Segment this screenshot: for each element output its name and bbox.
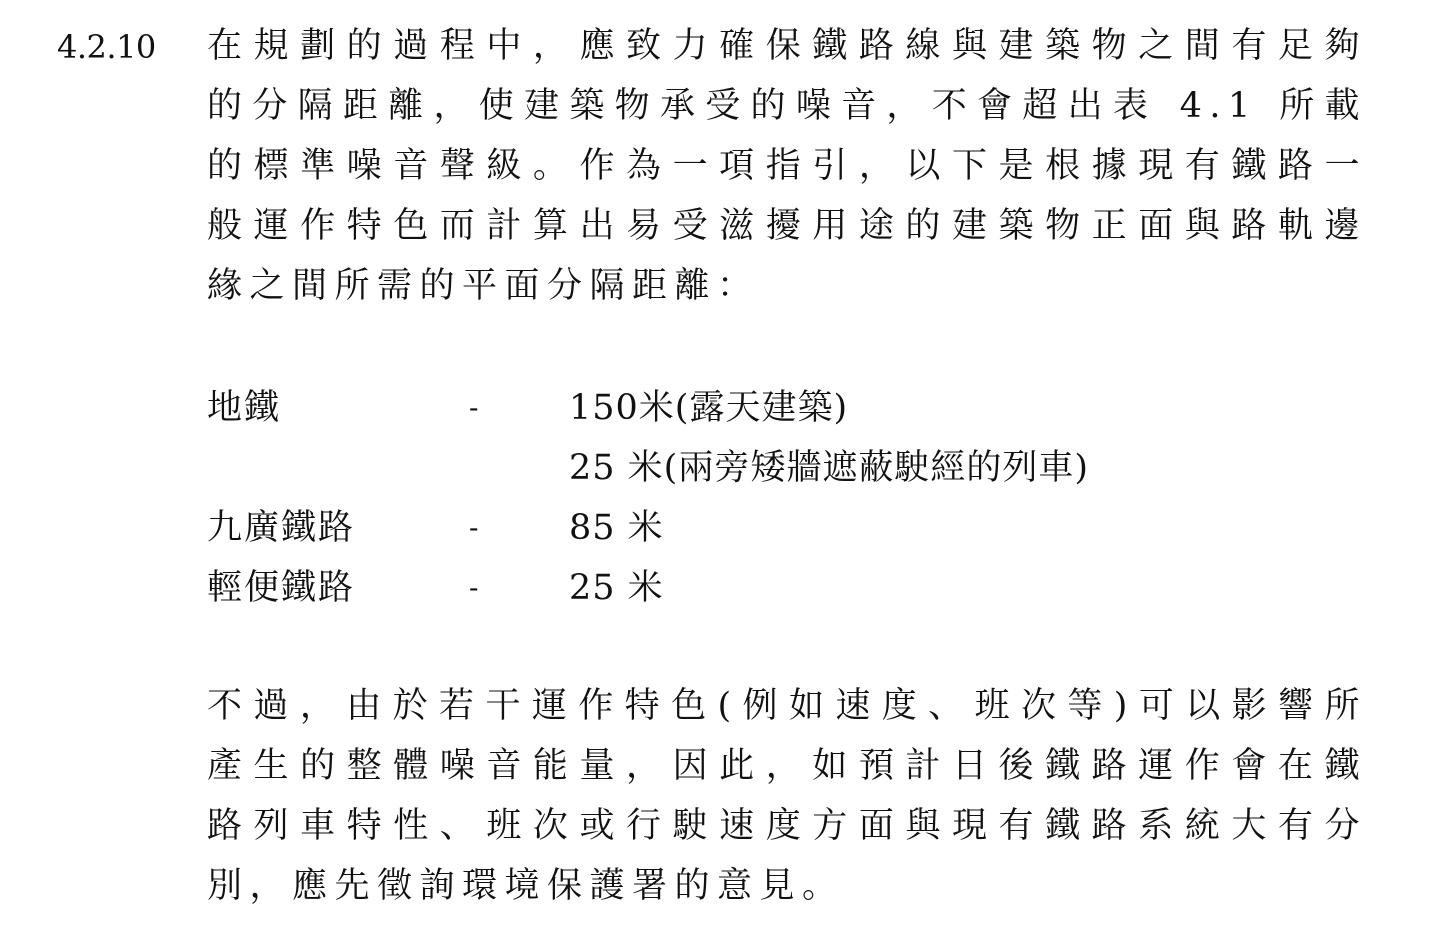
distance-row-light-rail xyxy=(207,558,1307,618)
railway-name: 輕便鐵路 xyxy=(207,568,356,608)
paragraph-line: 別，應先徵詢環境保護署的意見。 xyxy=(207,866,845,906)
paragraph-line: 在規劃的過程中，應致力確保鐵路線與建築物之間有足夠 xyxy=(207,26,1367,66)
distance-row-kcr xyxy=(207,498,1307,558)
section-number: 4.2.10 xyxy=(57,28,156,66)
dash-separator: - xyxy=(469,571,479,604)
paragraph-line: 的分隔距離，使建築物承受的噪音，不會超出表 4.1 所載 xyxy=(207,86,1367,126)
dash-separator: - xyxy=(469,391,479,424)
paragraph-separation-distance xyxy=(207,16,1367,316)
distance-value: 25 米 xyxy=(569,568,664,608)
paragraph-line: 的標準噪音聲級。作為一項指引，以下是根據現有鐵路一 xyxy=(207,146,1367,186)
distance-value: 150米(露天建築) xyxy=(569,388,849,428)
distance-row-mtr xyxy=(207,378,1307,438)
distance-value: 25 米(兩旁矮牆遮蔽駛經的列車) xyxy=(569,448,1089,488)
dash-separator: - xyxy=(469,511,479,544)
railway-name: 地鐵 xyxy=(207,388,282,428)
railway-distance-list xyxy=(207,378,1307,618)
distance-row-mtr-barrier xyxy=(207,438,1307,498)
distance-value: 85 米 xyxy=(569,508,664,548)
paragraph-line: 產生的整體噪音能量，因此，如預計日後鐵路運作會在鐵 xyxy=(207,746,1367,786)
railway-name: 九廣鐵路 xyxy=(207,508,356,548)
paragraph-operational-note xyxy=(207,676,1367,916)
paragraph-line: 般運作特色而計算出易受滋擾用途的建築物正面與路軌邊 xyxy=(207,206,1367,246)
paragraph-line: 路列車特性、班次或行駛速度方面與現有鐵路系統大有分 xyxy=(207,806,1367,846)
paragraph-line: 緣之間所需的平面分隔距離： xyxy=(207,266,760,306)
paragraph-line: 不過，由於若干運作特色(例如速度、班次等)可以影響所 xyxy=(207,686,1367,726)
